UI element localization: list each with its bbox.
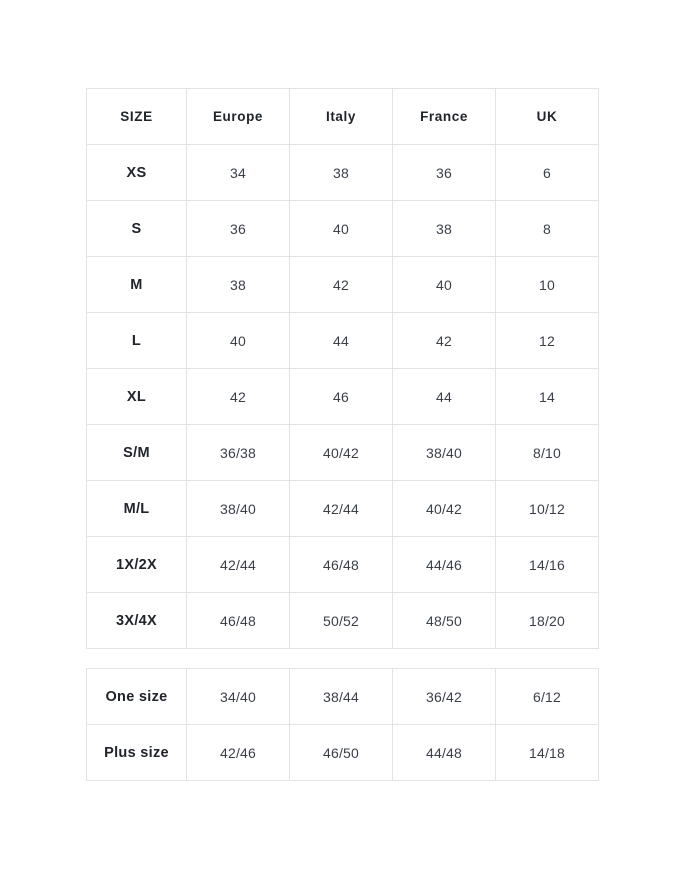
row-label: One size <box>87 669 187 725</box>
cell-france: 42 <box>393 313 496 369</box>
row-label: 1X/2X <box>87 537 187 593</box>
cell-italy: 46 <box>290 369 393 425</box>
cell-uk: 8/10 <box>496 425 599 481</box>
cell-uk: 14/18 <box>496 725 599 781</box>
table-row <box>87 313 599 369</box>
cell-europe: 46/48 <box>187 593 290 649</box>
row-label: 3X/4X <box>87 593 187 649</box>
column-header-france: France <box>393 89 496 145</box>
size-conversion-table <box>86 88 599 649</box>
cell-italy: 42/44 <box>290 481 393 537</box>
cell-europe: 36/38 <box>187 425 290 481</box>
cell-italy: 38 <box>290 145 393 201</box>
cell-france: 38/40 <box>393 425 496 481</box>
cell-france: 48/50 <box>393 593 496 649</box>
table-body <box>87 145 599 649</box>
cell-uk: 14/16 <box>496 537 599 593</box>
table-header-row <box>87 89 599 145</box>
cell-europe: 38/40 <box>187 481 290 537</box>
cell-europe: 42 <box>187 369 290 425</box>
table-row <box>87 257 599 313</box>
general-size-table <box>86 668 599 781</box>
cell-europe: 38 <box>187 257 290 313</box>
cell-europe: 36 <box>187 201 290 257</box>
cell-italy: 40/42 <box>290 425 393 481</box>
row-label: S <box>87 201 187 257</box>
table-body <box>87 669 599 781</box>
cell-uk: 10 <box>496 257 599 313</box>
cell-italy: 46/48 <box>290 537 393 593</box>
cell-uk: 6/12 <box>496 669 599 725</box>
cell-italy: 38/44 <box>290 669 393 725</box>
table-header <box>87 89 599 145</box>
cell-italy: 42 <box>290 257 393 313</box>
row-label: XS <box>87 145 187 201</box>
row-label: Plus size <box>87 725 187 781</box>
table-row <box>87 201 599 257</box>
row-label: S/M <box>87 425 187 481</box>
table-row <box>87 593 599 649</box>
cell-france: 36/42 <box>393 669 496 725</box>
cell-italy: 44 <box>290 313 393 369</box>
cell-italy: 40 <box>290 201 393 257</box>
cell-italy: 46/50 <box>290 725 393 781</box>
table-row <box>87 425 599 481</box>
cell-uk: 10/12 <box>496 481 599 537</box>
cell-europe: 42/46 <box>187 725 290 781</box>
table-row <box>87 481 599 537</box>
cell-uk: 18/20 <box>496 593 599 649</box>
size-conversion-table-container <box>86 88 598 649</box>
column-header-size: SIZE <box>87 89 187 145</box>
cell-uk: 8 <box>496 201 599 257</box>
cell-france: 36 <box>393 145 496 201</box>
row-label: M <box>87 257 187 313</box>
cell-europe: 42/44 <box>187 537 290 593</box>
table-row <box>87 145 599 201</box>
cell-france: 38 <box>393 201 496 257</box>
column-header-uk: UK <box>496 89 599 145</box>
cell-italy: 50/52 <box>290 593 393 649</box>
cell-uk: 14 <box>496 369 599 425</box>
cell-france: 44 <box>393 369 496 425</box>
row-label: XL <box>87 369 187 425</box>
column-header-italy: Italy <box>290 89 393 145</box>
cell-france: 40/42 <box>393 481 496 537</box>
row-label: M/L <box>87 481 187 537</box>
column-header-europe: Europe <box>187 89 290 145</box>
general-size-table-container <box>86 668 598 781</box>
cell-europe: 40 <box>187 313 290 369</box>
cell-europe: 34/40 <box>187 669 290 725</box>
cell-europe: 34 <box>187 145 290 201</box>
row-label: L <box>87 313 187 369</box>
table-row <box>87 669 599 725</box>
table-row <box>87 369 599 425</box>
cell-uk: 6 <box>496 145 599 201</box>
cell-france: 44/46 <box>393 537 496 593</box>
cell-france: 40 <box>393 257 496 313</box>
cell-uk: 12 <box>496 313 599 369</box>
cell-france: 44/48 <box>393 725 496 781</box>
table-row <box>87 537 599 593</box>
table-row <box>87 725 599 781</box>
